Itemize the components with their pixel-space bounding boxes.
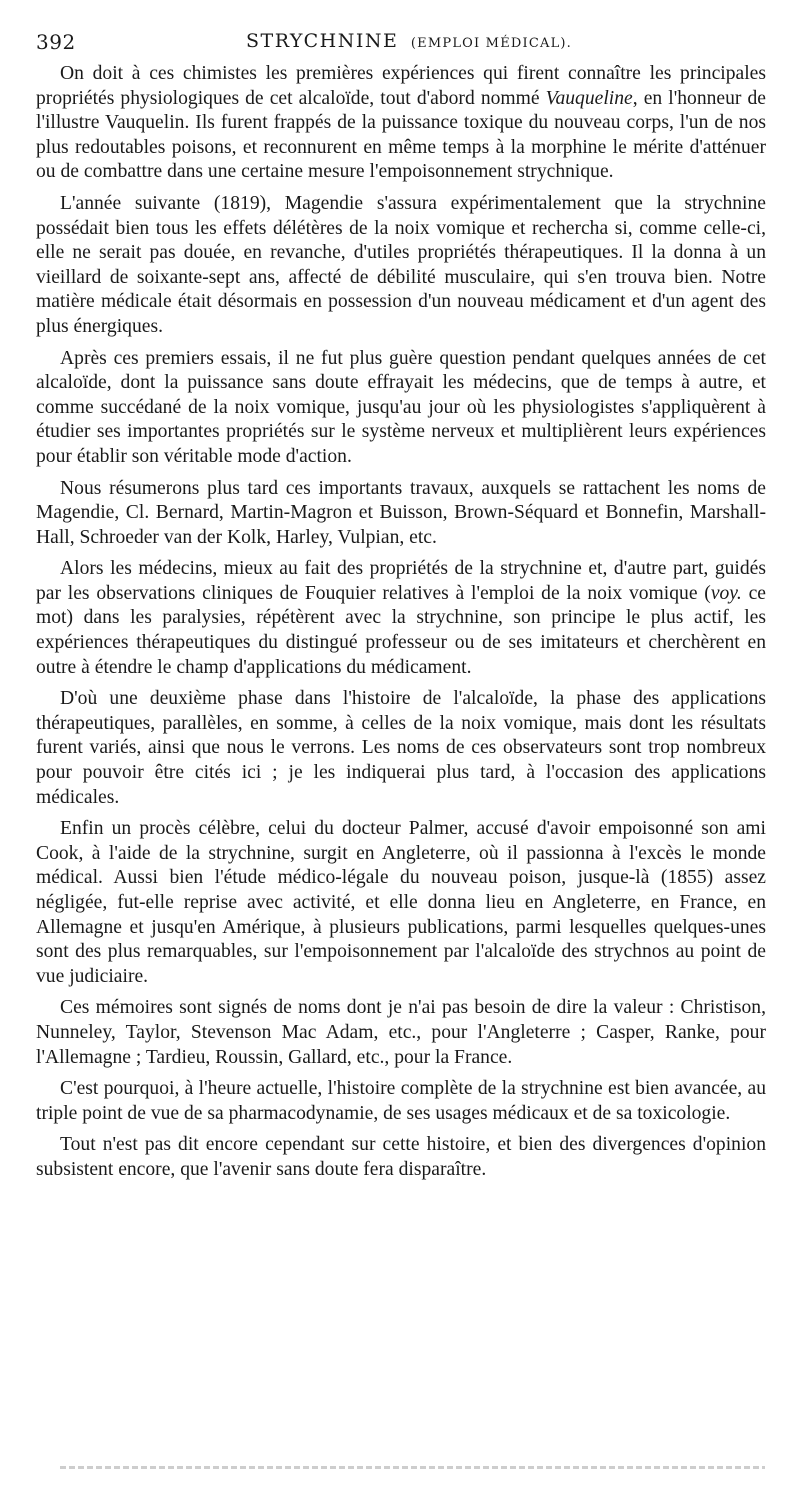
- running-title-subtitle: (EMPLOI MÉDICAL).: [410, 36, 573, 51]
- running-title-main: STRYCHNINE: [246, 30, 399, 52]
- paragraph-4: Nous résumerons plus tard ces importants travaux, auxquels se rattachent les noms de Magendie, Cl. Bernard, Martin-Magron et Buisson, Brown-Séquard et Bonnefin, Marshall-Hall, Schroeder van der Kolk, Harley, Vulpian, etc.: [36, 477, 766, 548]
- paragraph-1-text: On doit à ces chimistes les premières expériences qui firent connaître les principales propriétés physiologiques de cet alcaloïde, tout d'abord nommé: [36, 63, 766, 109]
- body-text: [36, 62, 766, 1183]
- running-head: [36, 28, 766, 62]
- paragraph-1-text-end: , en l'honneur de l'illustre Vauquelin. Ils furent frappés de la puissance toxique du nouveau corps, l'un de nos plus redoutables poisons, et reconnurent en même temps à la morphine le mérite d'atténuer ou de combattre dans une certaine mesure l'empoisonnement strychnique.: [36, 87, 766, 183]
- book-page: [36, 28, 766, 1190]
- paragraph-5-text-end: ce mot) dans les paralysies, répétèrent avec la strychnine, son principe le plus actif, les expériences thérapeutiques du distingué professeur ou de ses imitateurs et cherchèrent en outre à étendre le champ d'applications du médicament.: [36, 582, 766, 678]
- paragraph-3: Après ces premiers essais, il ne fut plus guère question pendant quelques années de cet alcaloïde, dont la puissance sans doute effrayait les médecins, que de temps à autre, et comme succédané de la noix vomique, jusqu'au jour où les physiologistes s'appliquèrent à étudier ses importantes propriétés sur le système nerveux et multiplièrent leurs expériences pour établir son véritable mode d'action.: [36, 347, 766, 467]
- bleed-through-rule: [60, 1466, 765, 1469]
- paragraph-5-italic: voy.: [710, 582, 742, 604]
- paragraph-5: [36, 557, 766, 680]
- paragraph-5-text: Alors les médecins, mieux au fait des propriétés de la strychnine et, d'autre part, guidés par les observations cliniques de Fouquier relatives à l'emploi de la noix vomique (: [36, 558, 766, 604]
- paragraph-8: Ces mémoires sont signés de noms dont je n'ai pas besoin de dire la valeur : Christison, Nunneley, Taylor, Stevenson Mac Adam, etc., pour l'Angleterre ; Casper, Ranke, pour l'Allemagne ; Tardieu, Roussin, Gallard, etc., pour la France.: [36, 997, 766, 1068]
- paragraph-6: D'où une deuxième phase dans l'histoire de l'alcaloïde, la phase des applications thérapeutiques, parallèles, en somme, à celles de la noix vomique, mais dont les résultats furent variés, ainsi que nous le verrons. Les noms de ces observateurs sont trop nombreux pour pouvoir être cités ici ; je les indiquerai plus tard, à l'occasion des applications médicales.: [36, 688, 766, 808]
- paragraph-9: C'est pourquoi, à l'heure actuelle, l'histoire complète de la strychnine est bien avancée, au triple point de vue de sa pharmacodynamie, de ses usages médicaux et de sa toxicologie.: [36, 1078, 766, 1124]
- paragraph-1-italic: Vauqueline: [545, 87, 633, 109]
- running-title: [246, 30, 572, 52]
- paragraph-1: [36, 62, 766, 185]
- paragraph-10: Tout n'est pas dit encore cependant sur cette histoire, et bien des divergences d'opinion subsistent encore, que l'avenir sans doute fera disparaître.: [36, 1134, 766, 1180]
- page-number: 392: [36, 30, 76, 54]
- paragraph-2: L'année suivante (1819), Magendie s'assura expérimentalement que la strychnine possédait bien tous les effets délétères de la noix vomique et rechercha si, comme celle-ci, elle ne serait pas douée, en revanche, d'utiles propriétés thérapeutiques. Il la donna à un vieillard de soixante-sept ans, affecté de débilité musculaire, qui s'en trouva bien. Notre matière médicale était désormais en possession d'un nouveau médicament et d'un agent des plus énergiques.: [36, 192, 766, 337]
- paragraph-7: Enfin un procès célèbre, celui du docteur Palmer, accusé d'avoir empoisonné son ami Cook, à l'aide de la strychnine, surgit en Angleterre, où il passionna à l'excès le monde médical. Aussi bien l'étude médico-légale du nouveau poison, jusque-là (1855) assez négligée, fut-elle reprise avec activité, et elle donna lieu en Angleterre, en France, en Allemagne et jusqu'en Amérique, à plusieurs publications, parmi lesquelles quelques-unes sont des plus remarquables, sur l'empoisonnement par l'alcaloïde des strychnos au point de vue judiciaire.: [36, 818, 766, 987]
